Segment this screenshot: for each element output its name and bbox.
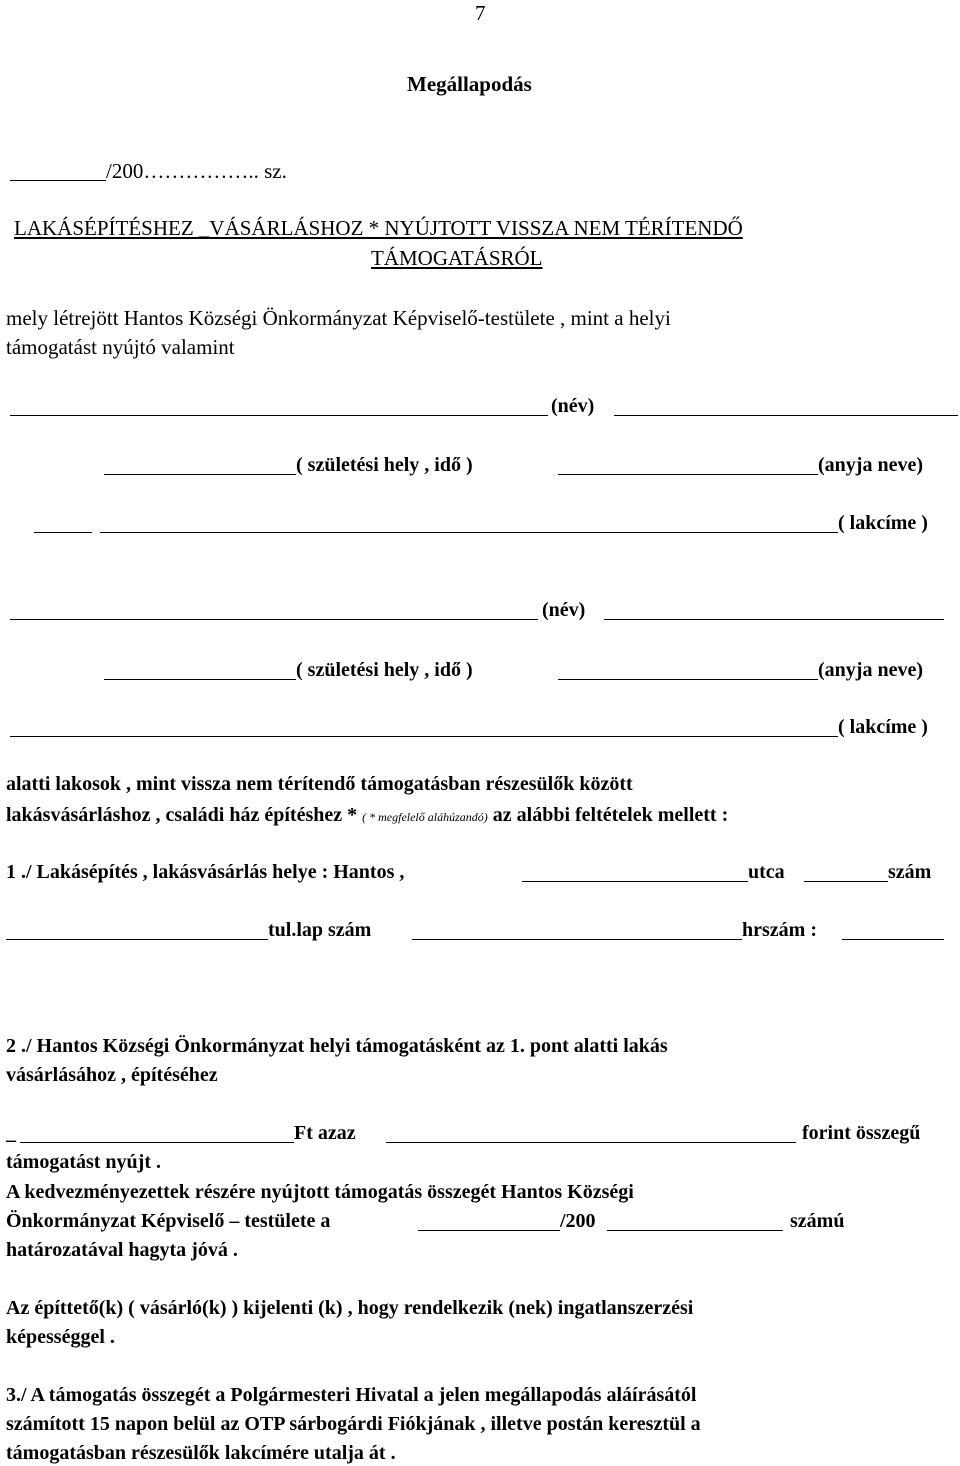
item1-lot-label: tul.lap szám: [268, 919, 372, 941]
residents-line-2a: lakásvásárláshoz , családi ház építéshez *: [6, 804, 363, 826]
item2-line-2: vásárlásához , építéséhez: [6, 1064, 218, 1086]
document-title: Megállapodás: [407, 72, 532, 96]
item3-line-2: számított 15 napon belül az OTP sárbogárdi Fiókjának , illetve postán keresztül a: [6, 1413, 701, 1435]
item2-ft-label: Ft azaz: [294, 1122, 356, 1144]
item2-line-6a: Önkormányzat Képviselő – testülete a: [6, 1210, 331, 1232]
item2-line-6c: számú: [790, 1210, 845, 1232]
party2-address-label: ( lakcíme ): [838, 716, 928, 738]
item1-number-blank: [804, 881, 888, 882]
item2-amount-blank: [20, 1142, 294, 1143]
party1-address-blank-long: [100, 532, 838, 533]
item2-resolution-blank: [418, 1230, 560, 1231]
party1-name-blank-left: [10, 415, 548, 416]
party2-mother-label: (anyja neve): [818, 659, 923, 681]
party2-name-blank-left: [10, 619, 538, 620]
party1-birth-blank: [104, 474, 296, 475]
page-number: 7: [475, 1, 486, 25]
declaration-line-2: képességgel .: [6, 1326, 115, 1348]
item1-hrsz-value-blank: [842, 939, 944, 940]
party1-mother-label: (anyja neve): [818, 454, 923, 476]
party2-birth-blank: [104, 679, 296, 680]
party1-name-label: (név): [551, 395, 595, 417]
item2-line-1: 2 ./ Hantos Községi Önkormányzat helyi támogatásként az 1. pont alatti lakás: [6, 1035, 668, 1057]
declaration-line-1: Az építtető(k) ( vásárló(k) ) kijelenti (k) , hogy rendelkezik (nek) ingatlanszerzési: [6, 1297, 694, 1319]
item3-line-3: támogatásban részesülők lakcímére utalja át .: [6, 1442, 396, 1464]
item2-line-6b: /200: [560, 1210, 596, 1232]
party2-name-label: (név): [542, 599, 586, 621]
number-line: /200…………….. sz.: [106, 159, 287, 183]
item2-line-5: A kedvezményezettek részére nyújtott támogatás összegét Hantos Községi: [6, 1181, 634, 1203]
party2-address-blank-long: [230, 736, 838, 737]
party2-name-blank-right: [604, 619, 944, 620]
item2-words-blank: [386, 1142, 796, 1143]
heading-line-1: LAKÁSÉPÍTÉSHEZ _VÁSÁRLÁSHOZ * NYÚJTOTT VISSZA NEM TÉRÍTENDŐ: [14, 216, 743, 240]
item1-prefix: 1 ./ Lakásépítés , lakásvásárlás helye : Hantos ,: [6, 861, 405, 883]
item2-line-7: határozatával hagyta jóvá .: [6, 1239, 238, 1261]
party1-name-blank-right: [614, 415, 958, 416]
item2-forint-label: forint összegű: [802, 1122, 921, 1144]
number-blank: [10, 180, 106, 181]
item1-street-label: utca: [748, 861, 785, 883]
item1-lot-blank: [6, 939, 268, 940]
item1-hrsz-label: hrszám :: [742, 919, 817, 941]
intro-line-2: támogatást nyújtó valamint: [6, 335, 235, 359]
item2-line-4: támogatást nyújt .: [6, 1151, 161, 1173]
party2-mother-blank: [558, 679, 818, 680]
item2-underscore: _: [6, 1122, 16, 1144]
item1-street-blank: [522, 881, 748, 882]
party1-mother-blank: [558, 474, 818, 475]
party1-birth-label: ( születési hely , idő ): [296, 454, 473, 476]
residents-line-2: [6, 803, 728, 829]
item2-resolution-year-blank: [607, 1230, 783, 1231]
intro-line-1: mely létrejött Hantos Községi Önkormányzat Képviselő-testülete , mint a helyi: [6, 306, 671, 330]
residents-note: ( * megfelelő aláhúzandó): [362, 810, 488, 824]
party2-birth-label: ( születési hely , idő ): [296, 659, 473, 681]
heading-line-2: TÁMOGATÁSRÓL: [371, 246, 543, 270]
item1-hrsz-blank: [412, 939, 742, 940]
party2-address-blank-short: [10, 736, 230, 737]
party1-address-blank-short: [34, 532, 92, 533]
item3-line-1: 3./ A támogatás összegét a Polgármesteri Hivatal a jelen megállapodás aláírásától: [6, 1384, 697, 1406]
residents-line-2b: az alábbi feltételek mellett :: [487, 804, 729, 826]
party1-address-label: ( lakcíme ): [838, 512, 928, 534]
item1-number-label: szám: [888, 861, 932, 883]
residents-line-1: alatti lakosok , mint vissza nem térítendő támogatásban részesülők között: [6, 773, 633, 795]
